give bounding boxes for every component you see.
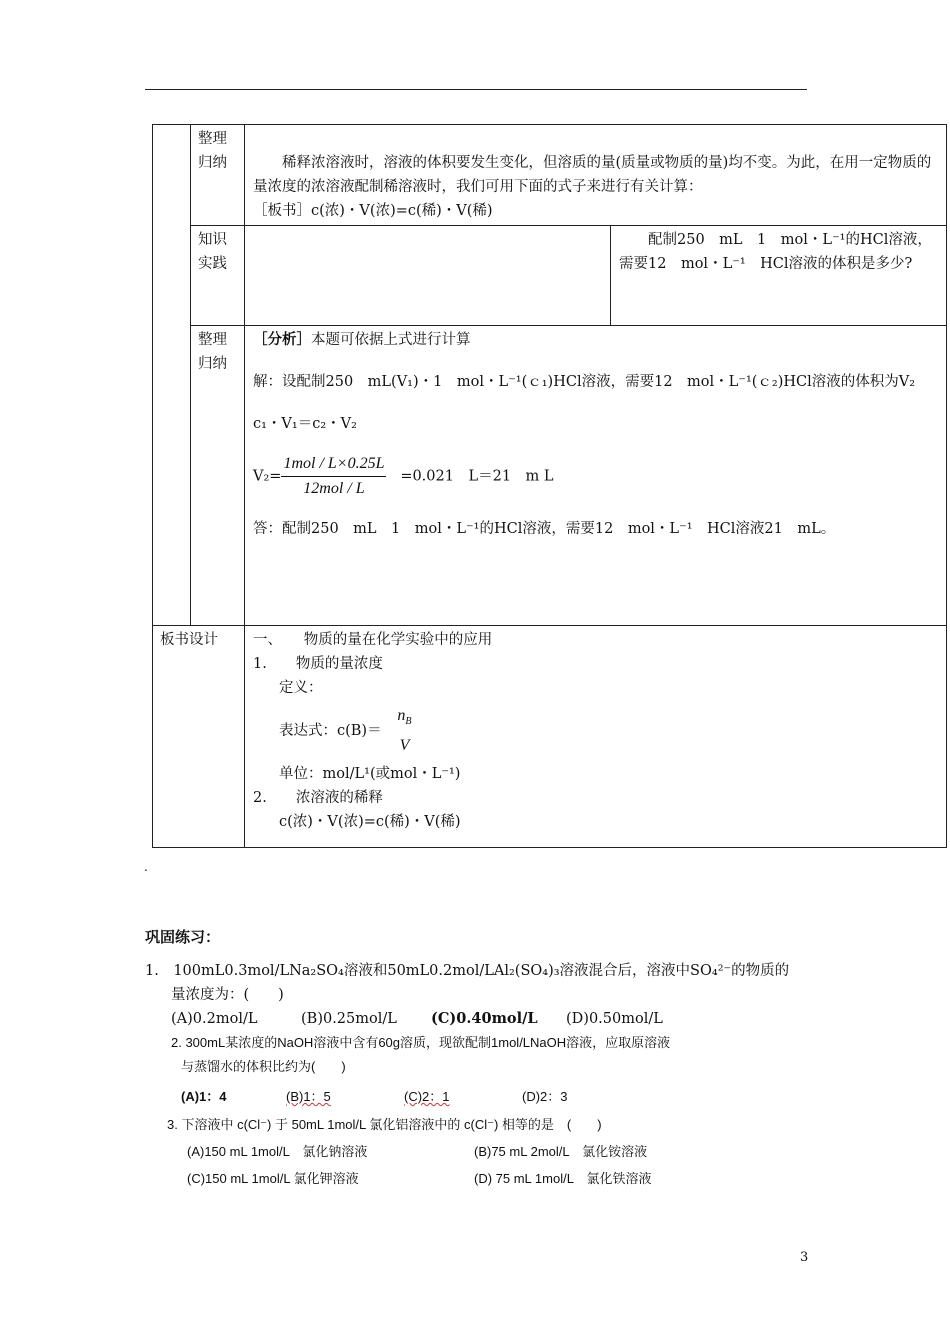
question-3 <box>145 1111 845 1192</box>
board-line-3: 定义： <box>279 680 323 696</box>
row4-label-cell <box>153 626 245 848</box>
q2-text-2: 与蒸馏水的体积比约为( ) <box>181 1059 346 1074</box>
q3-options-row-1 <box>167 1138 845 1165</box>
expression-numerator <box>395 706 413 734</box>
row1-label-cell <box>191 125 245 226</box>
q2-option-c: (C)2：1 <box>404 1089 450 1104</box>
expression-label: 表达式：c(B)＝ <box>279 723 382 740</box>
v2-fraction <box>281 454 386 499</box>
practice-question: 配制250 mL 1 mol・L⁻¹的HCl溶液，需要12 mol・L⁻¹ HCl溶液的体积是多少? <box>619 232 932 272</box>
q3-option-c: (C)150 mL 1mol/L 氯化钾溶液 <box>187 1171 359 1186</box>
q2-option-d: (D)2：3 <box>522 1089 568 1104</box>
q1-text: 1. 100mL0.3mol/LNa₂SO₄溶液和50mL0.2mol/LAl₂(SO₄)₃溶液混合后，溶液中SO₄²⁻的物质的 <box>145 963 790 979</box>
row2-question-cell <box>611 226 947 326</box>
row2-blank <box>245 226 611 326</box>
q1-option-b: (B)0.25mol/L <box>301 1011 397 1027</box>
row2-label: 知识实践 <box>198 232 227 272</box>
board-line-1: 一、 物质的量在化学实验中的应用 <box>253 632 493 648</box>
row1-label: 整理归纳 <box>198 131 227 171</box>
board-line-6: 2. 浓溶液的稀释 <box>253 790 383 807</box>
v2-result: =0.021 L＝21 m L <box>400 468 554 485</box>
header-rule <box>145 89 807 90</box>
board-line-4 <box>253 706 938 756</box>
q3-option-a: (A)150 mL 1mol/L 氯化钠溶液 <box>187 1144 368 1159</box>
q3-options-row-2 <box>167 1165 845 1192</box>
row3-content <box>245 326 947 626</box>
board-line-2: 1. 物质的量浓度 <box>253 656 383 672</box>
question-1 <box>145 959 845 1031</box>
board-line-7: c(浓)・V(浓)=c(稀)・V(稀) <box>279 814 461 831</box>
exercise-section <box>145 926 845 1192</box>
q2-options <box>171 1085 845 1109</box>
v2-fraction-numerator: 1mol / L×0.25L <box>281 454 386 477</box>
row1-content <box>245 125 947 226</box>
analysis-text: 本题可依据上式进行计算 <box>311 332 471 348</box>
row4-label: 板书设计 <box>160 632 218 648</box>
page-number: 3 <box>800 1250 809 1265</box>
q1-text-2: 量浓度为：( ) <box>171 987 284 1003</box>
expression-denominator: V <box>399 737 410 755</box>
v2-fraction-denominator: 12mol / L <box>303 480 365 497</box>
q3-option-b: (B)75 mL 2mol/L 氯化铵溶液 <box>474 1144 648 1159</box>
q2-option-b: (B)1：5 <box>286 1089 331 1104</box>
expression-fraction <box>395 706 413 756</box>
blank-left-cell <box>153 125 191 626</box>
board-line-5: 单位：mol/L¹(或mol・L⁻¹) <box>279 766 461 783</box>
v2-calculation <box>253 454 938 499</box>
question-2 <box>145 1031 845 1109</box>
row3-label: 整理归纳 <box>198 332 227 372</box>
analysis-tag: ［分析］ <box>253 331 311 348</box>
expression-numerator-n: n <box>397 707 406 724</box>
q1-option-c: (C)0.40mol/L <box>431 1010 538 1027</box>
lesson-table <box>152 124 947 848</box>
exercise-heading: 巩固练习： <box>145 928 221 946</box>
row2-label-cell <box>191 226 245 326</box>
dilution-formula: ［板书］c(浓)・V(浓)=c(稀)・V(稀) <box>253 203 493 219</box>
q3-option-d: (D) 75 mL 1mol/L 氯化铁溶液 <box>474 1171 652 1186</box>
answer-text: 答：配制250 mL 1 mol・L⁻¹的HCl溶液，需要12 mol・L⁻¹ HCl溶液21 mL。 <box>253 521 836 537</box>
stray-dot: . <box>144 860 148 874</box>
row3-label-cell <box>191 326 245 626</box>
q1-option-d: (D)0.50mol/L <box>566 1011 663 1027</box>
row4-content <box>245 626 947 848</box>
v2-prefix: V₂= <box>253 468 282 485</box>
q1-option-a: (A)0.2mol/L <box>171 1011 258 1027</box>
q2-option-a: (A)1：4 <box>181 1089 227 1104</box>
q2-text: 2. 300mL某浓度的NaOH溶液中含有60g溶质，现欲配制1mol/LNaOH溶液，应取原溶液 <box>171 1035 671 1050</box>
solution-text: 解：设配制250 mL(V₁)・1 mol・L⁻¹(ｃ₁)HCl溶液，需要12 mol・L⁻¹(ｃ₂)HCl溶液的体积为V₂ <box>253 374 916 390</box>
equation: c₁・V₁＝c₂・V₂ <box>253 416 357 432</box>
q1-options <box>145 1007 845 1031</box>
dilution-explanation: 稀释浓溶液时，溶液的体积要发生变化，但溶质的量(质量或物质的量)均不变。为此，在用一定物质的量浓度的浓溶液配制稀溶液时，我们可用下面的式子来进行有关计算： <box>253 155 932 195</box>
q3-text: 3. 下溶液中 c(Cl⁻) 于 50mL 1mol/L 氯化铝溶液中的 c(Cl⁻) 相等的是 ( ) <box>167 1117 602 1132</box>
expression-numerator-sub: B <box>405 716 412 728</box>
